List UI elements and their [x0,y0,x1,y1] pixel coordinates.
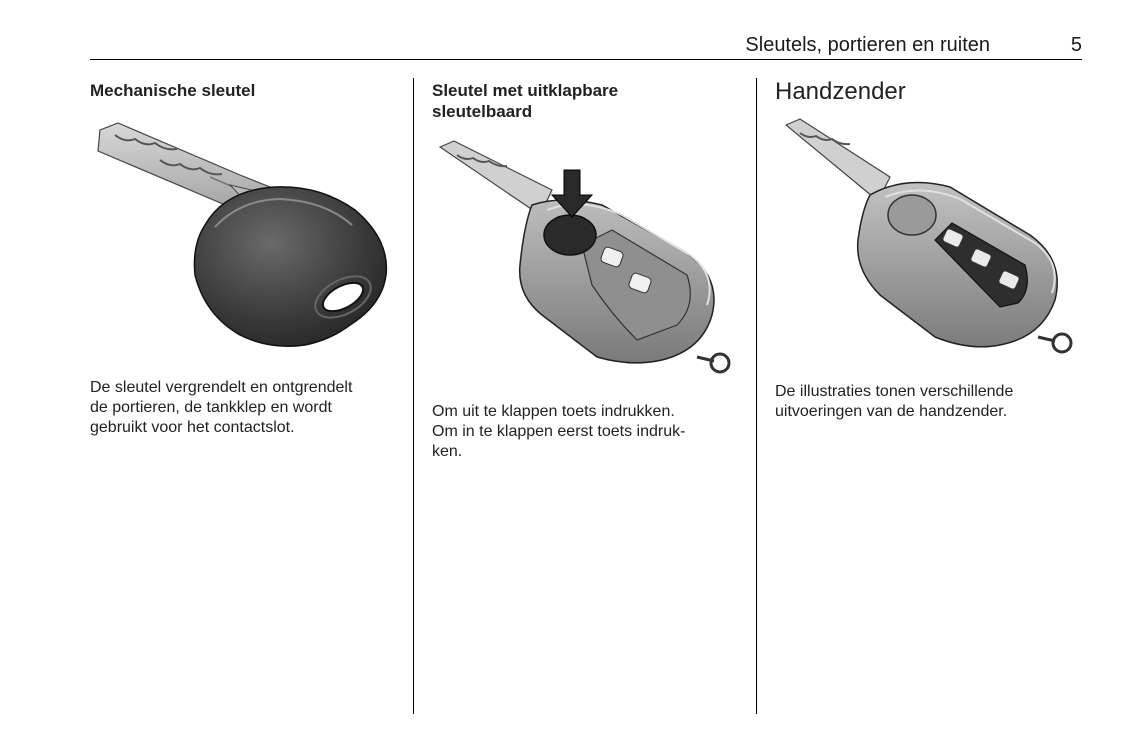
column-mechanical-key [90,78,402,101]
remote-text-line-1: De illustraties tonen verschillende [775,383,1014,400]
column-divider [756,78,757,714]
column-divider [413,78,414,714]
folding-key-text-line-3: ken. [432,443,463,460]
column-folding-key [432,78,732,122]
heading-mechanical-key: Mechanische sleutel [90,81,256,100]
heading-folding-key-line-2: sleutelbaard [432,102,533,121]
mechanical-key-illustration [90,115,400,360]
folding-key-text-line-1: Om uit te klappen toets indrukken. [432,403,675,420]
column-remote [775,78,1075,106]
heading-folding-key-line-1: Sleutel met uitklapbare [432,81,619,100]
remote-control-illustration [780,115,1080,365]
folding-key-illustration [432,135,732,385]
column-remote-body [775,382,1075,422]
folding-key-text-line-2: Om in te klappen eerst toets indruk- [432,423,686,440]
column-mechanical-key-body [90,378,402,438]
column-folding-key-body [432,402,732,462]
section-title: Sleutels, portieren en ruiten [745,34,990,56]
page-number: 5 [1070,34,1082,56]
mechanical-key-text-line-1: De sleutel vergrendelt en ontgrendelt [90,379,353,396]
mechanical-key-text-line-3: gebruikt voor het contactslot. [90,419,295,436]
heading-remote: Handzender [775,78,906,105]
mechanical-key-text-line-2: de portieren, de tankklep en wordt [90,399,332,416]
page-header [90,32,1082,60]
remote-text-line-2: uitvoeringen van de handzender. [775,403,1008,420]
